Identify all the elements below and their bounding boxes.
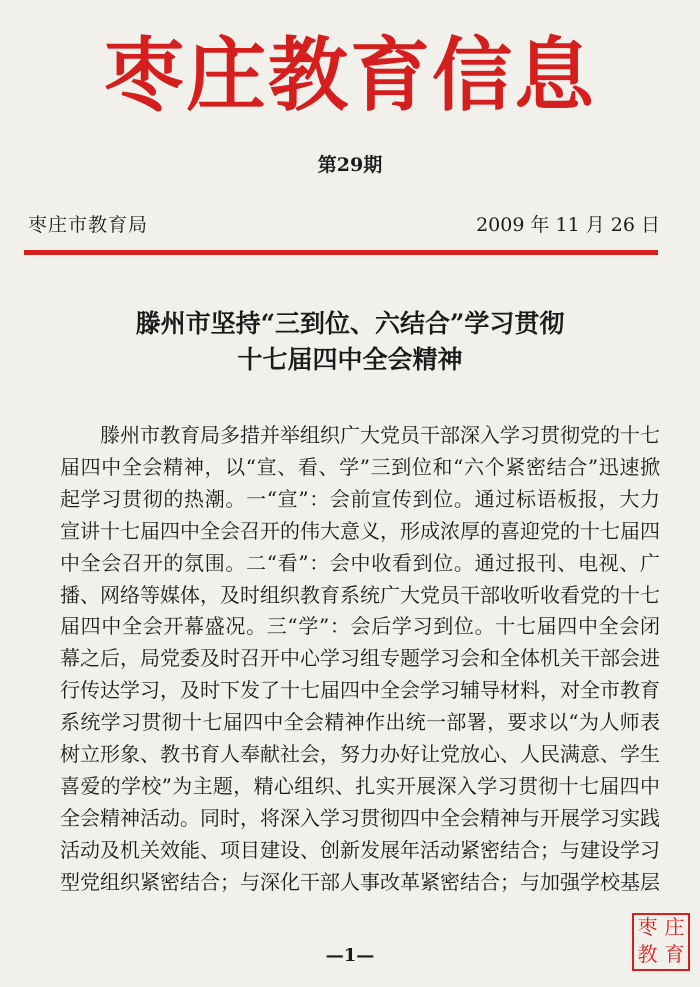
publish-date: 2009 年 11 月 26 日 bbox=[476, 214, 660, 236]
article-title-line-2: 十七届四中全会精神 bbox=[237, 345, 463, 374]
seal-char: 教 bbox=[637, 942, 658, 966]
article-paragraph: 滕州市教育局多措并举组织广大党员干部深入学习贯彻党的十七届四中全会精神，以“宣、看、学”三到位和“六个紧密结合”迅速掀起学习贯彻的热潮。一“宣”：会前宣传到位。通过标语板报，大力宣讲十七届四中全会召开的伟大意义，形成浓厚的喜迎党的十七届四中全会召开的氛围。二“看”：会中收看到位。通过报刊、电视、广播、网络等媒体，及时组织教育系统广大党员干部收听收看党的十七届四中全会开幕盛况。三“学”：会后学习到位。十七届四中全会闭幕之后，局党委及时召开中心学习组专题学习会和全体机关干部会进行传达学习，及时下发了十七届四中全会学习辅导材料，对全市教育系统学习贯彻十七届四中全会精神作出统一部署，要求以“为人师表树立形象、教书育人奉献社会，努力办好让党放心、人民满意、学生喜爱的学校”为主题，精心组织、扎实开展深入学习贯彻十七届四中全会精神活动。同时，将深入学习贯彻四中全会精神与开展学习实践活动及机关效能、项目建设、创新发展年活动紧密结合；与建设学习型党组织紧密结合；与深化干部人事改革紧密结合；与加强学校基层 bbox=[60, 423, 660, 894]
seal-char: 育 bbox=[664, 942, 685, 966]
publisher: 枣庄市教育局 bbox=[28, 214, 149, 236]
seal-stamp bbox=[632, 913, 690, 971]
red-divider bbox=[24, 250, 658, 255]
issue-number: 第29期 bbox=[317, 154, 383, 176]
masthead-title: 枣庄教育信息 bbox=[104, 29, 596, 122]
page-number: —1— bbox=[325, 945, 375, 966]
seal-char: 庄 bbox=[664, 915, 685, 939]
seal-char: 枣 bbox=[637, 915, 658, 939]
article-body bbox=[60, 420, 660, 899]
article-title-line-1: 滕州市坚持“三到位、六结合”学习贯彻 bbox=[135, 309, 565, 338]
